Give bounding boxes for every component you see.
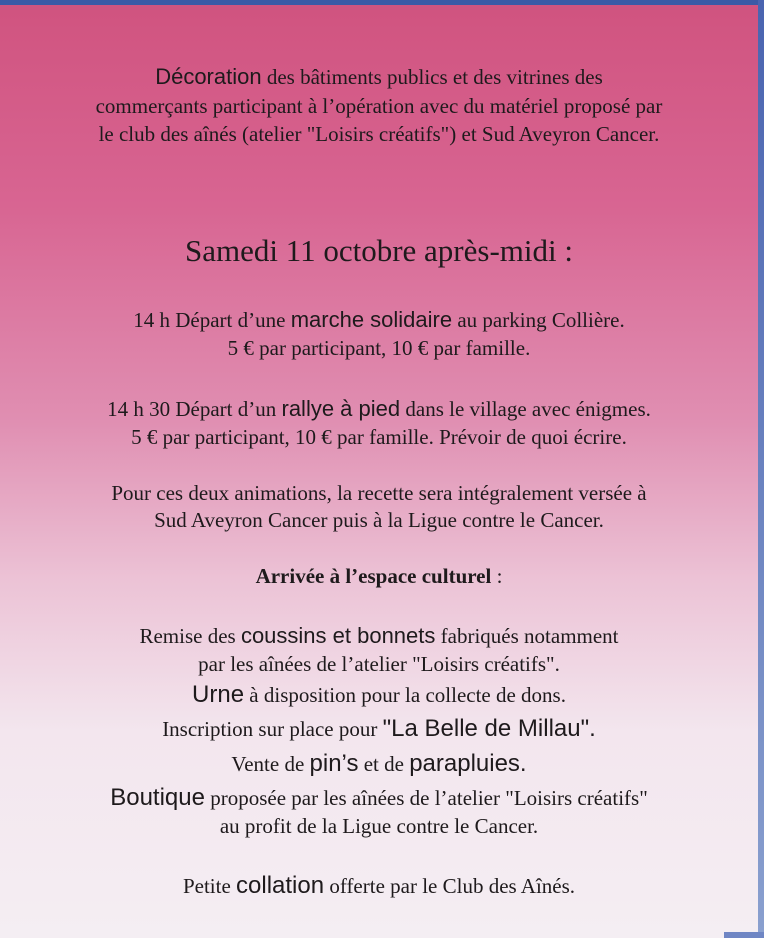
registration-line: Inscription sur place pour "La Belle de Millau".	[162, 715, 596, 742]
sale-line: Vente de pin’s et de parapluies.	[231, 750, 527, 777]
rally-line: 14 h 30 Départ d’un rallye à pied dans le village avec énigmes.	[107, 396, 651, 421]
shop-line: Boutique proposée par les aînées de l’atelier "Loisirs créatifs"	[110, 784, 648, 811]
registration-emphasis: "La Belle de Millau".	[382, 715, 596, 742]
intro-emphasis: Décoration	[155, 64, 262, 89]
proceeds-line-1: Pour ces deux animations, la recette sera intégralement versée à	[111, 481, 647, 505]
snack-line: Petite collation offerte par le Club des Aînés.	[182, 872, 576, 899]
rally-emphasis: rallye à pied	[281, 396, 401, 421]
shop-line-2: au profit de la Ligue contre le Cancer.	[219, 814, 539, 838]
pins-emphasis: pin’s	[309, 750, 359, 777]
walk-emphasis: marche solidaire	[290, 307, 453, 332]
urn-line: Urne à disposition pour la collecte de dons.	[192, 681, 566, 708]
intro-line-3: le club des aînés (atelier "Loisirs créatifs") et Sud Aveyron Cancer.	[98, 122, 660, 146]
walk-price-line: 5 € par participant, 10 € par famille.	[227, 336, 531, 360]
intro-line-1: Décoration des bâtiments publics et des vitrines des	[155, 64, 603, 89]
arrival-heading: Arrivée à l’espace culturel :	[255, 564, 503, 588]
cushions-line: Remise des coussins et bonnets fabriqués notamment	[139, 623, 619, 648]
umbrellas-emphasis: parapluies.	[409, 750, 527, 777]
shop-emphasis: Boutique	[110, 784, 205, 811]
intro-line-2: commerçants participant à l’opération avec du matériel proposé par	[95, 94, 663, 118]
walk-line: 14 h Départ d’une marche solidaire au parking Collière.	[133, 307, 625, 332]
right-edge-border	[758, 0, 764, 938]
proceeds-line-2: Sud Aveyron Cancer puis à la Ligue contre le Cancer.	[154, 508, 604, 532]
snack-emphasis: collation	[236, 872, 325, 899]
cushions-line-2: par les aînées de l’atelier "Loisirs créatifs".	[198, 652, 560, 676]
rally-price-line: 5 € par participant, 10 € par famille. Prévoir de quoi écrire.	[131, 425, 627, 449]
urn-emphasis: Urne	[192, 681, 245, 708]
cushions-emphasis: coussins et bonnets	[240, 623, 436, 648]
section-heading: Samedi 11 octobre après-midi :	[185, 233, 573, 268]
